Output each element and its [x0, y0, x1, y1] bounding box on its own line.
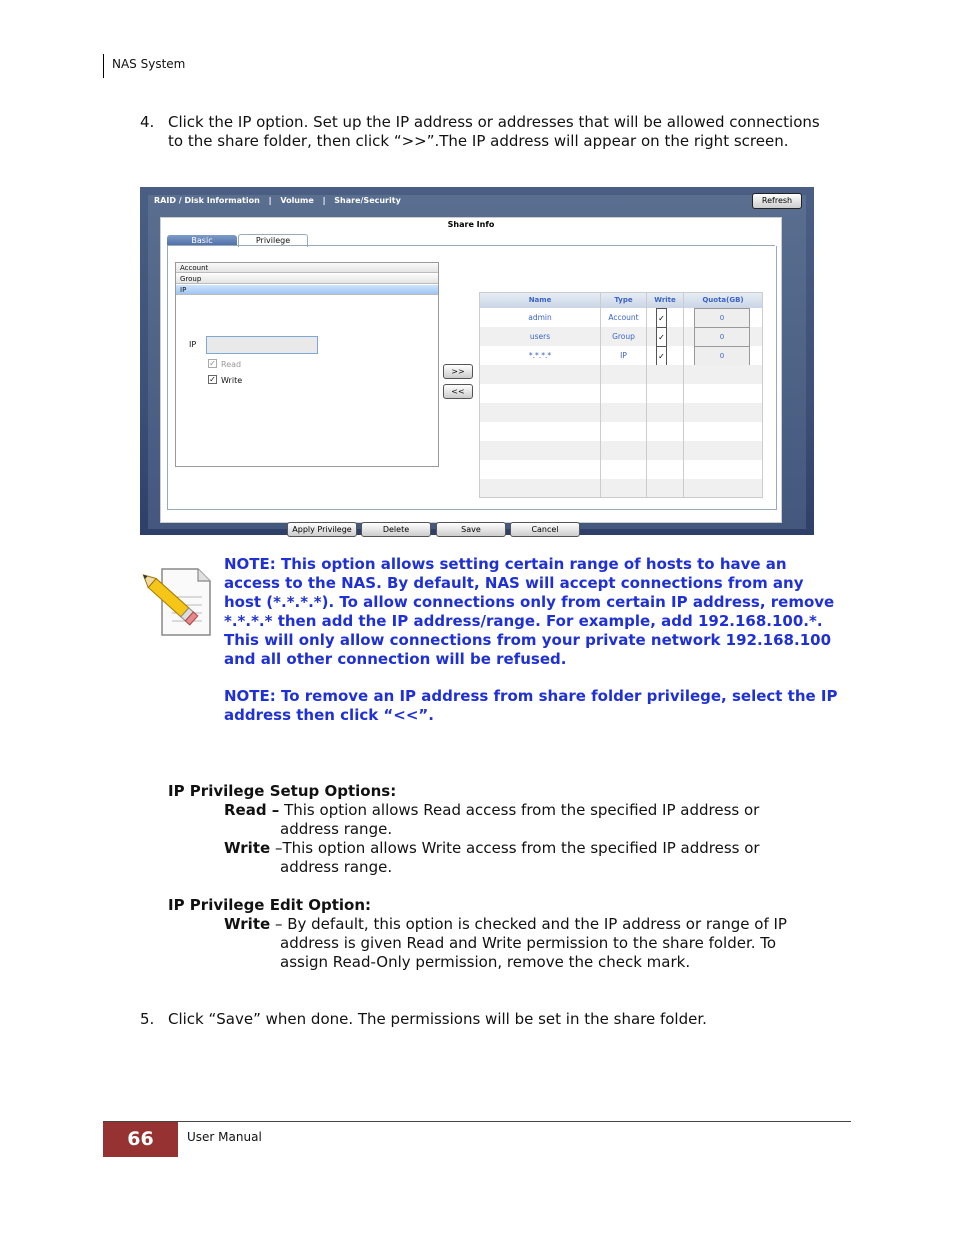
read-option — [224, 801, 759, 820]
step-5-text: Click “Save” when done. The permissions will be set in the share folder. — [168, 1010, 707, 1028]
table-row — [480, 365, 762, 384]
top-nav — [154, 196, 407, 205]
note-pencil-icon — [140, 567, 212, 637]
col-name: Name — [528, 296, 552, 304]
list-item-group[interactable]: Group — [176, 274, 438, 284]
col-type: Type — [614, 296, 633, 304]
panel-title: Share Info — [447, 220, 495, 229]
table-row — [480, 403, 762, 422]
row-type: Group — [612, 332, 635, 341]
column-divider — [646, 293, 647, 497]
col-write: Write — [654, 296, 676, 304]
save-button[interactable]: Save — [436, 522, 506, 537]
table-row — [480, 479, 762, 497]
delete-button[interactable]: Delete — [361, 522, 431, 537]
table-row — [480, 384, 762, 403]
row-type: Account — [608, 313, 639, 322]
row-type: IP — [620, 351, 627, 360]
read-checkbox[interactable]: ✓ — [209, 359, 216, 368]
nav-share-security[interactable]: Share/Security — [334, 196, 401, 205]
setup-options-heading: IP Privilege Setup Options: — [168, 782, 397, 800]
row-name: *.*.*.* — [528, 351, 552, 360]
refresh-button[interactable]: Refresh — [752, 193, 802, 209]
ip-label: IP — [189, 340, 197, 349]
edit-option-heading: IP Privilege Edit Option: — [168, 896, 371, 914]
row-quota-input[interactable]: 0 — [694, 308, 750, 329]
row-write-checkbox[interactable]: ✓ — [656, 308, 667, 329]
write-desc: –This option allows Write access from the specified IP address or — [274, 839, 760, 857]
header-title: NAS System — [112, 57, 186, 71]
edit-line-1: – By default, this option is checked and the IP address or range of IP — [274, 915, 787, 933]
table-row — [480, 460, 762, 479]
tab-privilege[interactable]: Privilege — [238, 234, 308, 247]
footer-rule — [103, 1121, 851, 1122]
row-write-checkbox[interactable]: ✓ — [656, 346, 667, 367]
col-quota: Quota(GB) — [702, 296, 744, 304]
step-4-number: 4. — [140, 113, 155, 131]
privilege-table — [479, 292, 763, 498]
column-divider — [600, 293, 601, 497]
share-info-panel — [160, 217, 782, 534]
edit-write-option — [224, 915, 787, 934]
list-item-ip[interactable]: IP — [176, 285, 438, 295]
read-label: Read — [221, 360, 242, 369]
cancel-button[interactable]: Cancel — [510, 522, 580, 537]
column-divider — [683, 293, 684, 497]
row-quota-input[interactable]: 0 — [694, 346, 750, 367]
share-security-screenshot — [140, 187, 814, 535]
edit-write-term: Write — [224, 915, 271, 933]
ip-input[interactable] — [206, 336, 318, 354]
page-number: 66 — [103, 1122, 178, 1157]
table-row — [480, 441, 762, 460]
write-term: Write — [224, 839, 271, 857]
note-remove-ip: NOTE: To remove an IP address from share folder privilege, select the IP address then click “<<”. — [224, 687, 838, 724]
table-row[interactable] — [480, 346, 762, 365]
table-header — [480, 293, 762, 308]
read-term: Read – — [224, 801, 280, 819]
write-checkbox[interactable]: ✓ — [209, 375, 216, 384]
nav-volume[interactable]: Volume — [280, 196, 314, 205]
nav-separator: | — [322, 196, 326, 205]
write-option — [224, 839, 760, 858]
remove-ip-button[interactable]: << — [443, 384, 473, 399]
step-4-text: Click the IP option. Set up the IP address or addresses that will be allowed connections to the share folder, then click “>>”.The IP address will appear on the right screen. — [168, 113, 820, 150]
row-quota-input[interactable]: 0 — [694, 327, 750, 348]
row-name: admin — [528, 313, 552, 322]
note-ip-range: NOTE: This option allows setting certain range of hosts to have an access to the NAS. By default, NAS will accept connections from any host (*.*.*.*). To allow connections only from certain IP address, remove *.*.*.* then add the IP address/range. For example, add 192.168.100.*. This will only allow connections from your private network 192.168.100 and all other connection will be refused. — [224, 555, 835, 668]
list-item-account[interactable]: Account — [176, 263, 438, 273]
tab-basic[interactable]: Basic — [167, 235, 237, 246]
table-row[interactable] — [480, 327, 762, 346]
write-label: Write — [221, 376, 243, 385]
edit-line-3: assign Read-Only permission, remove the check mark. — [280, 953, 691, 971]
read-desc-cont: address range. — [280, 820, 393, 838]
nav-raid-disk[interactable]: RAID / Disk Information — [154, 196, 260, 205]
table-row[interactable] — [480, 308, 762, 327]
row-write-checkbox[interactable]: ✓ — [656, 327, 667, 348]
header-rule — [103, 54, 104, 78]
step-5-number: 5. — [140, 1010, 155, 1028]
read-desc: This option allows Read access from the specified IP address or — [284, 801, 760, 819]
table-row — [480, 422, 762, 441]
write-desc-cont: address range. — [280, 858, 393, 876]
add-ip-button[interactable]: >> — [443, 364, 473, 379]
nav-separator: | — [268, 196, 272, 205]
apply-privilege-button[interactable]: Apply Privilege — [287, 522, 357, 537]
footer-label: User Manual — [187, 1130, 262, 1144]
edit-line-2: address is given Read and Write permission to the share folder. To — [280, 934, 777, 952]
row-name: users — [529, 332, 551, 341]
